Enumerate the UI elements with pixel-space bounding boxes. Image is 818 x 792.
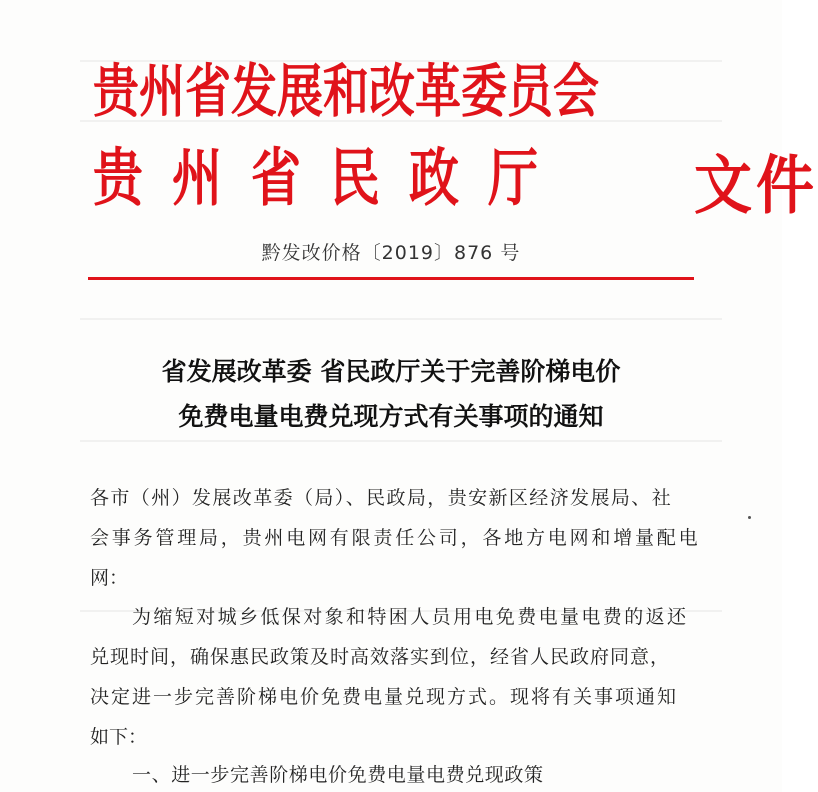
issuer-line-1: 贵州省发展和改革委员会 bbox=[93, 57, 599, 125]
document-word: 文件 bbox=[694, 148, 818, 224]
recipients-line-1: 各市（州）发展改革委（局）、民政局，贵安新区经济发展局、社 bbox=[90, 487, 673, 509]
title-line-2: 免费电量电费兑现方式有关事项的通知 bbox=[178, 402, 604, 431]
recipients-line-2: 会事务管理局，贵州电网有限责任公司，各地方电网和增量配电 bbox=[90, 527, 701, 549]
recipients-line-3: 网： bbox=[90, 567, 129, 589]
issuer-header bbox=[93, 38, 818, 224]
scan-speck bbox=[748, 516, 751, 519]
bleed-through-line bbox=[80, 440, 722, 442]
document-number: 黔发改价格〔2019〕876 号 bbox=[261, 242, 521, 264]
intro-line-1: 为缩短对城乡低保对象和特困人员用电免费电量电费的返还 bbox=[132, 606, 689, 628]
intro-line-3: 决定进一步完善阶梯电价免费电量兑现方式。现将有关事项通知 bbox=[90, 686, 679, 708]
section-1-heading: 一、进一步完善阶梯电价免费电量电费兑现政策 bbox=[132, 764, 544, 786]
bleed-through-line bbox=[80, 318, 722, 320]
issuer-line-2: 贵州省民政厅 bbox=[93, 140, 567, 215]
red-divider-rule bbox=[88, 277, 694, 280]
title-line-1: 省发展改革委 省民政厅关于完善阶梯电价 bbox=[161, 357, 621, 386]
intro-line-2: 兑现时间，确保惠民政策及时高效落实到位，经省人民政府同意， bbox=[90, 646, 671, 668]
intro-line-4: 如下： bbox=[90, 726, 148, 748]
